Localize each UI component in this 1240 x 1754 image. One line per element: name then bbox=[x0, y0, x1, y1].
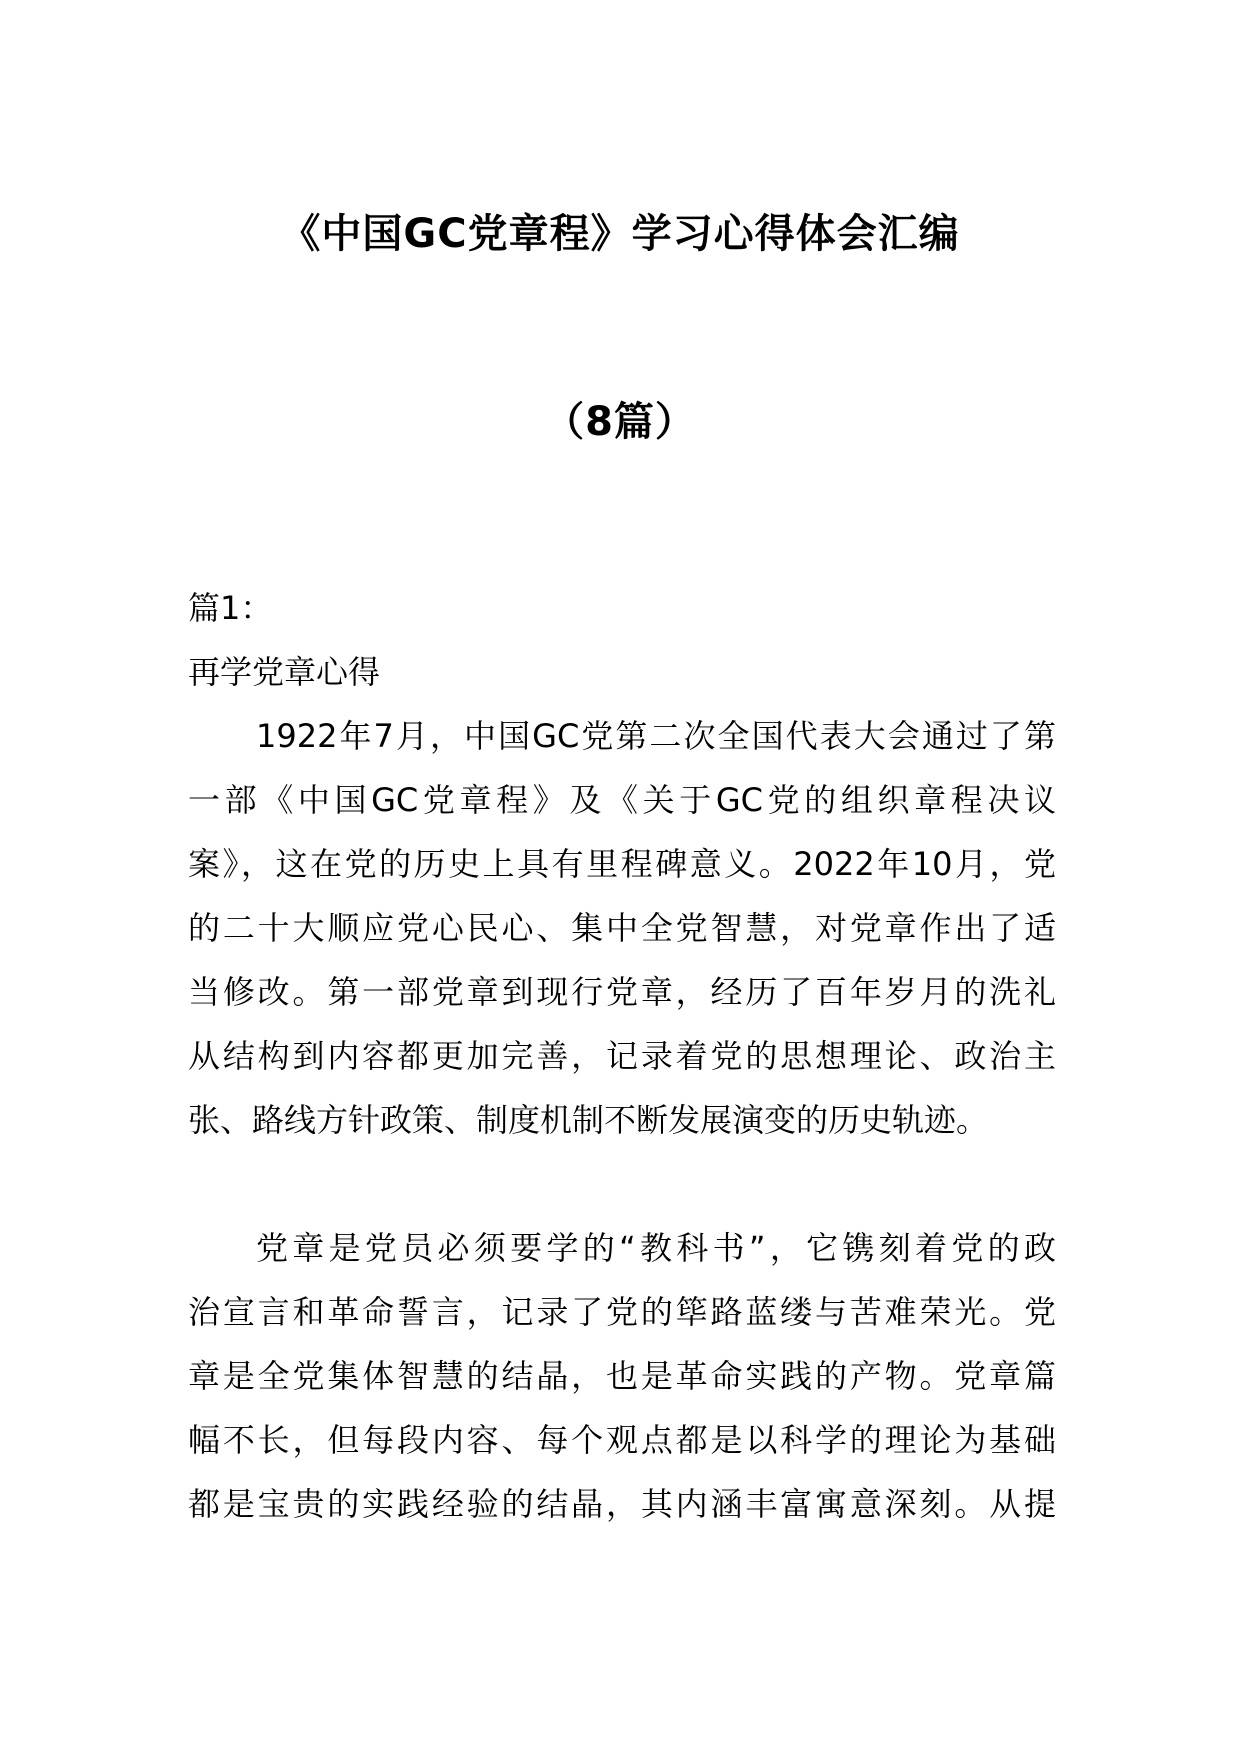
paragraph-line: 章是全党集体智慧的结晶，也是革命实践的产物。党章篇 bbox=[188, 1357, 1056, 1395]
paragraph-1 bbox=[188, 704, 1056, 1152]
paragraph-line: 的二十大顺应党心民心、集中全党智慧，对党章作出了适 bbox=[188, 909, 1056, 947]
paragraph-line: 一部《中国GC党章程》及《关于GC党的组织章程决议 bbox=[188, 781, 1056, 819]
paragraph-line: 案》，这在党的历史上具有里程碑意义。2022年10月，党 bbox=[188, 845, 1056, 883]
document-body bbox=[188, 576, 1056, 1536]
paragraph-line: 治宣言和革命誓言，记录了党的筚路蓝缕与苦难荣光。党 bbox=[188, 1293, 1056, 1331]
section-heading: 再学党章心得 bbox=[188, 653, 381, 691]
paragraph-line: 党章是党员必须要学的“教科书”，它镌刻着党的政 bbox=[256, 1229, 1056, 1267]
paragraph-line: 1922年7月，中国GC党第二次全国代表大会通过了第 bbox=[256, 717, 1056, 755]
section-label: 篇1： bbox=[188, 589, 273, 627]
paragraph-line: 当修改。第一部党章到现行党章，经历了百年岁月的洗礼 bbox=[188, 973, 1056, 1011]
paragraph-line: 幅不长，但每段内容、每个观点都是以科学的理论为基础 bbox=[188, 1421, 1056, 1459]
paragraph-spacer bbox=[188, 1152, 1056, 1216]
paragraph-line: 从结构到内容都更加完善，记录着党的思想理论、政治主 bbox=[188, 1037, 1056, 1075]
document-subtitle: （8篇） bbox=[544, 399, 696, 445]
document-title: 《中国GC党章程》学习心得体会汇编 bbox=[280, 211, 960, 257]
paragraph-line: 张、路线方针政策、制度机制不断发展演变的历史轨迹。 bbox=[188, 1101, 989, 1139]
paragraph-2 bbox=[188, 1216, 1056, 1536]
paragraph-line: 都是宝贵的实践经验的结晶，其内涵丰富寓意深刻。从提 bbox=[188, 1485, 1056, 1523]
